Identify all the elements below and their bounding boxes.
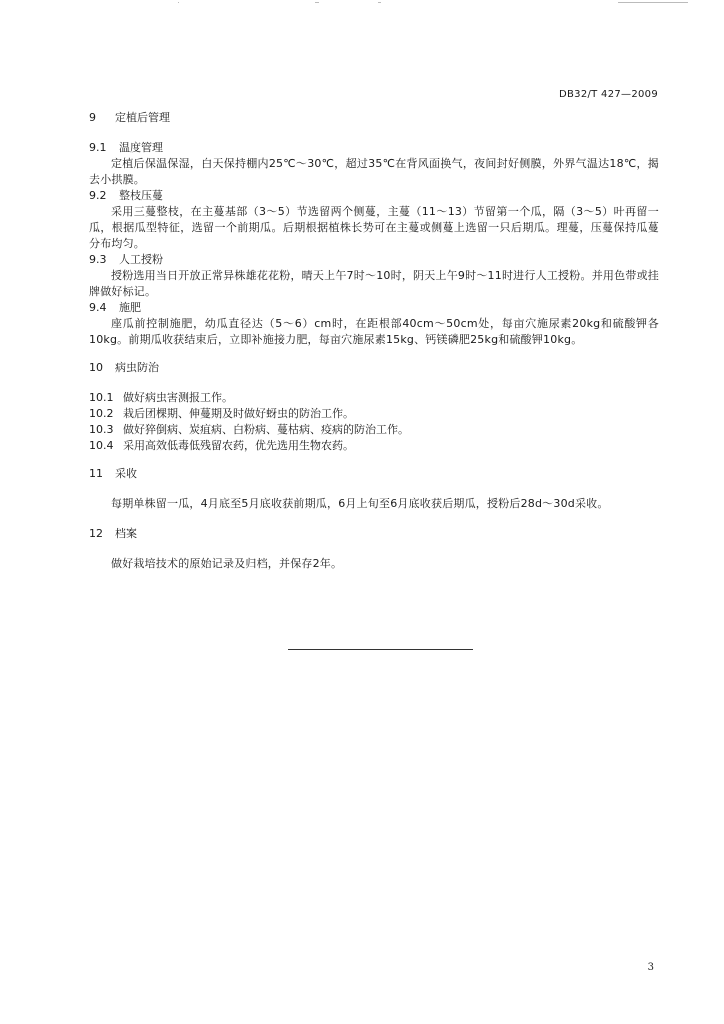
page-number: 3 (647, 962, 654, 973)
list-item-10-1 (89, 390, 659, 406)
section-title: 病虫防治 (115, 361, 159, 374)
section-heading-9 (89, 110, 659, 126)
section-heading-11 (89, 466, 659, 482)
subsection-title: 施肥 (119, 301, 141, 314)
scan-speck (378, 2, 381, 3)
subsection-number: 9.3 (89, 253, 107, 266)
section-title: 档案 (115, 527, 137, 540)
paragraph-9-3: 授粉选用当日开放正常异株雄花花粉，晴天上午7时～10时，阴天上午9时～11时进行人工授粉。并用色带或挂牌做好标记。 (89, 269, 659, 298)
paragraph-9-1: 定植后保温保湿，白天保持棚内25℃～30℃，超过35℃在背风面换气，夜间封好侧膜，外界气温达18℃，揭去小拱膜。 (89, 157, 659, 186)
standard-code: DB32/T 427—2009 (559, 89, 658, 100)
subsection-title: 温度管理 (119, 141, 163, 154)
item-number: 10.2 (89, 407, 114, 420)
list-item-10-4 (89, 438, 659, 454)
paragraph-12: 做好栽培技术的原始记录及归档，并保存2年。 (111, 557, 343, 570)
subsection-heading-9-3 (89, 252, 659, 268)
scan-speck (315, 2, 319, 3)
section-heading-12 (89, 526, 659, 542)
item-text: 栽后团棵期、伸蔓期及时做好蚜虫的防治工作。 (123, 407, 354, 420)
subsection-number: 9.4 (89, 301, 107, 314)
item-text: 采用高效低毒低残留农药，优先选用生物农药。 (123, 439, 354, 452)
scan-speck (178, 2, 179, 3)
subsection-heading-9-2 (89, 188, 659, 204)
item-number: 10.3 (89, 423, 114, 436)
item-text: 做好猝倒病、炭疽病、白粉病、蔓枯病、疫病的防治工作。 (123, 423, 409, 436)
section-heading-10 (89, 360, 659, 376)
item-number: 10.4 (89, 439, 114, 452)
item-text: 做好病虫害测报工作。 (123, 391, 233, 404)
section-title: 采收 (115, 467, 137, 480)
subsection-title: 整枝压蔓 (119, 189, 163, 202)
item-number: 10.1 (89, 391, 114, 404)
list-item-10-3 (89, 422, 659, 438)
section-number: 10 (89, 361, 103, 374)
document-body (89, 110, 659, 572)
subsection-number: 9.2 (89, 189, 107, 202)
end-of-document-rule (288, 649, 473, 650)
section-title: 定植后管理 (115, 111, 170, 124)
paragraph-9-2: 采用三蔓整枝，在主蔓基部（3～5）节选留两个侧蔓，主蔓（11～13）节留第一个瓜，隔（3～5）叶再留一瓜，根据瓜型特征，选留一个前期瓜。后期根据植株长势可在主蔓或侧蔓上选留一只后期瓜。理蔓，压蔓保持瓜蔓分布均匀。 (89, 205, 659, 250)
section-number: 11 (89, 467, 103, 480)
list-item-10-2 (89, 406, 659, 422)
section-number: 9 (89, 111, 96, 124)
scan-speck (618, 2, 688, 3)
subsection-title: 人工授粉 (119, 253, 163, 266)
paragraph-9-4: 座瓜前控制施肥，幼瓜直径达（5～6）cm时，在距根部40cm～50cm处，每亩穴施尿素20kg和硫酸钾各10kg。前期瓜收获结束后，立即补施接力肥，每亩穴施尿素15kg、钙镁磷肥25kg和硫酸钾10kg。 (89, 317, 659, 346)
subsection-number: 9.1 (89, 141, 107, 154)
section-number: 12 (89, 527, 103, 540)
paragraph-11: 每期单株留一瓜，4月底至5月底收获前期瓜，6月上旬至6月底收获后期瓜，授粉后28d～30d采收。 (111, 497, 609, 510)
subsection-heading-9-1 (89, 140, 659, 156)
subsection-heading-9-4 (89, 300, 659, 316)
